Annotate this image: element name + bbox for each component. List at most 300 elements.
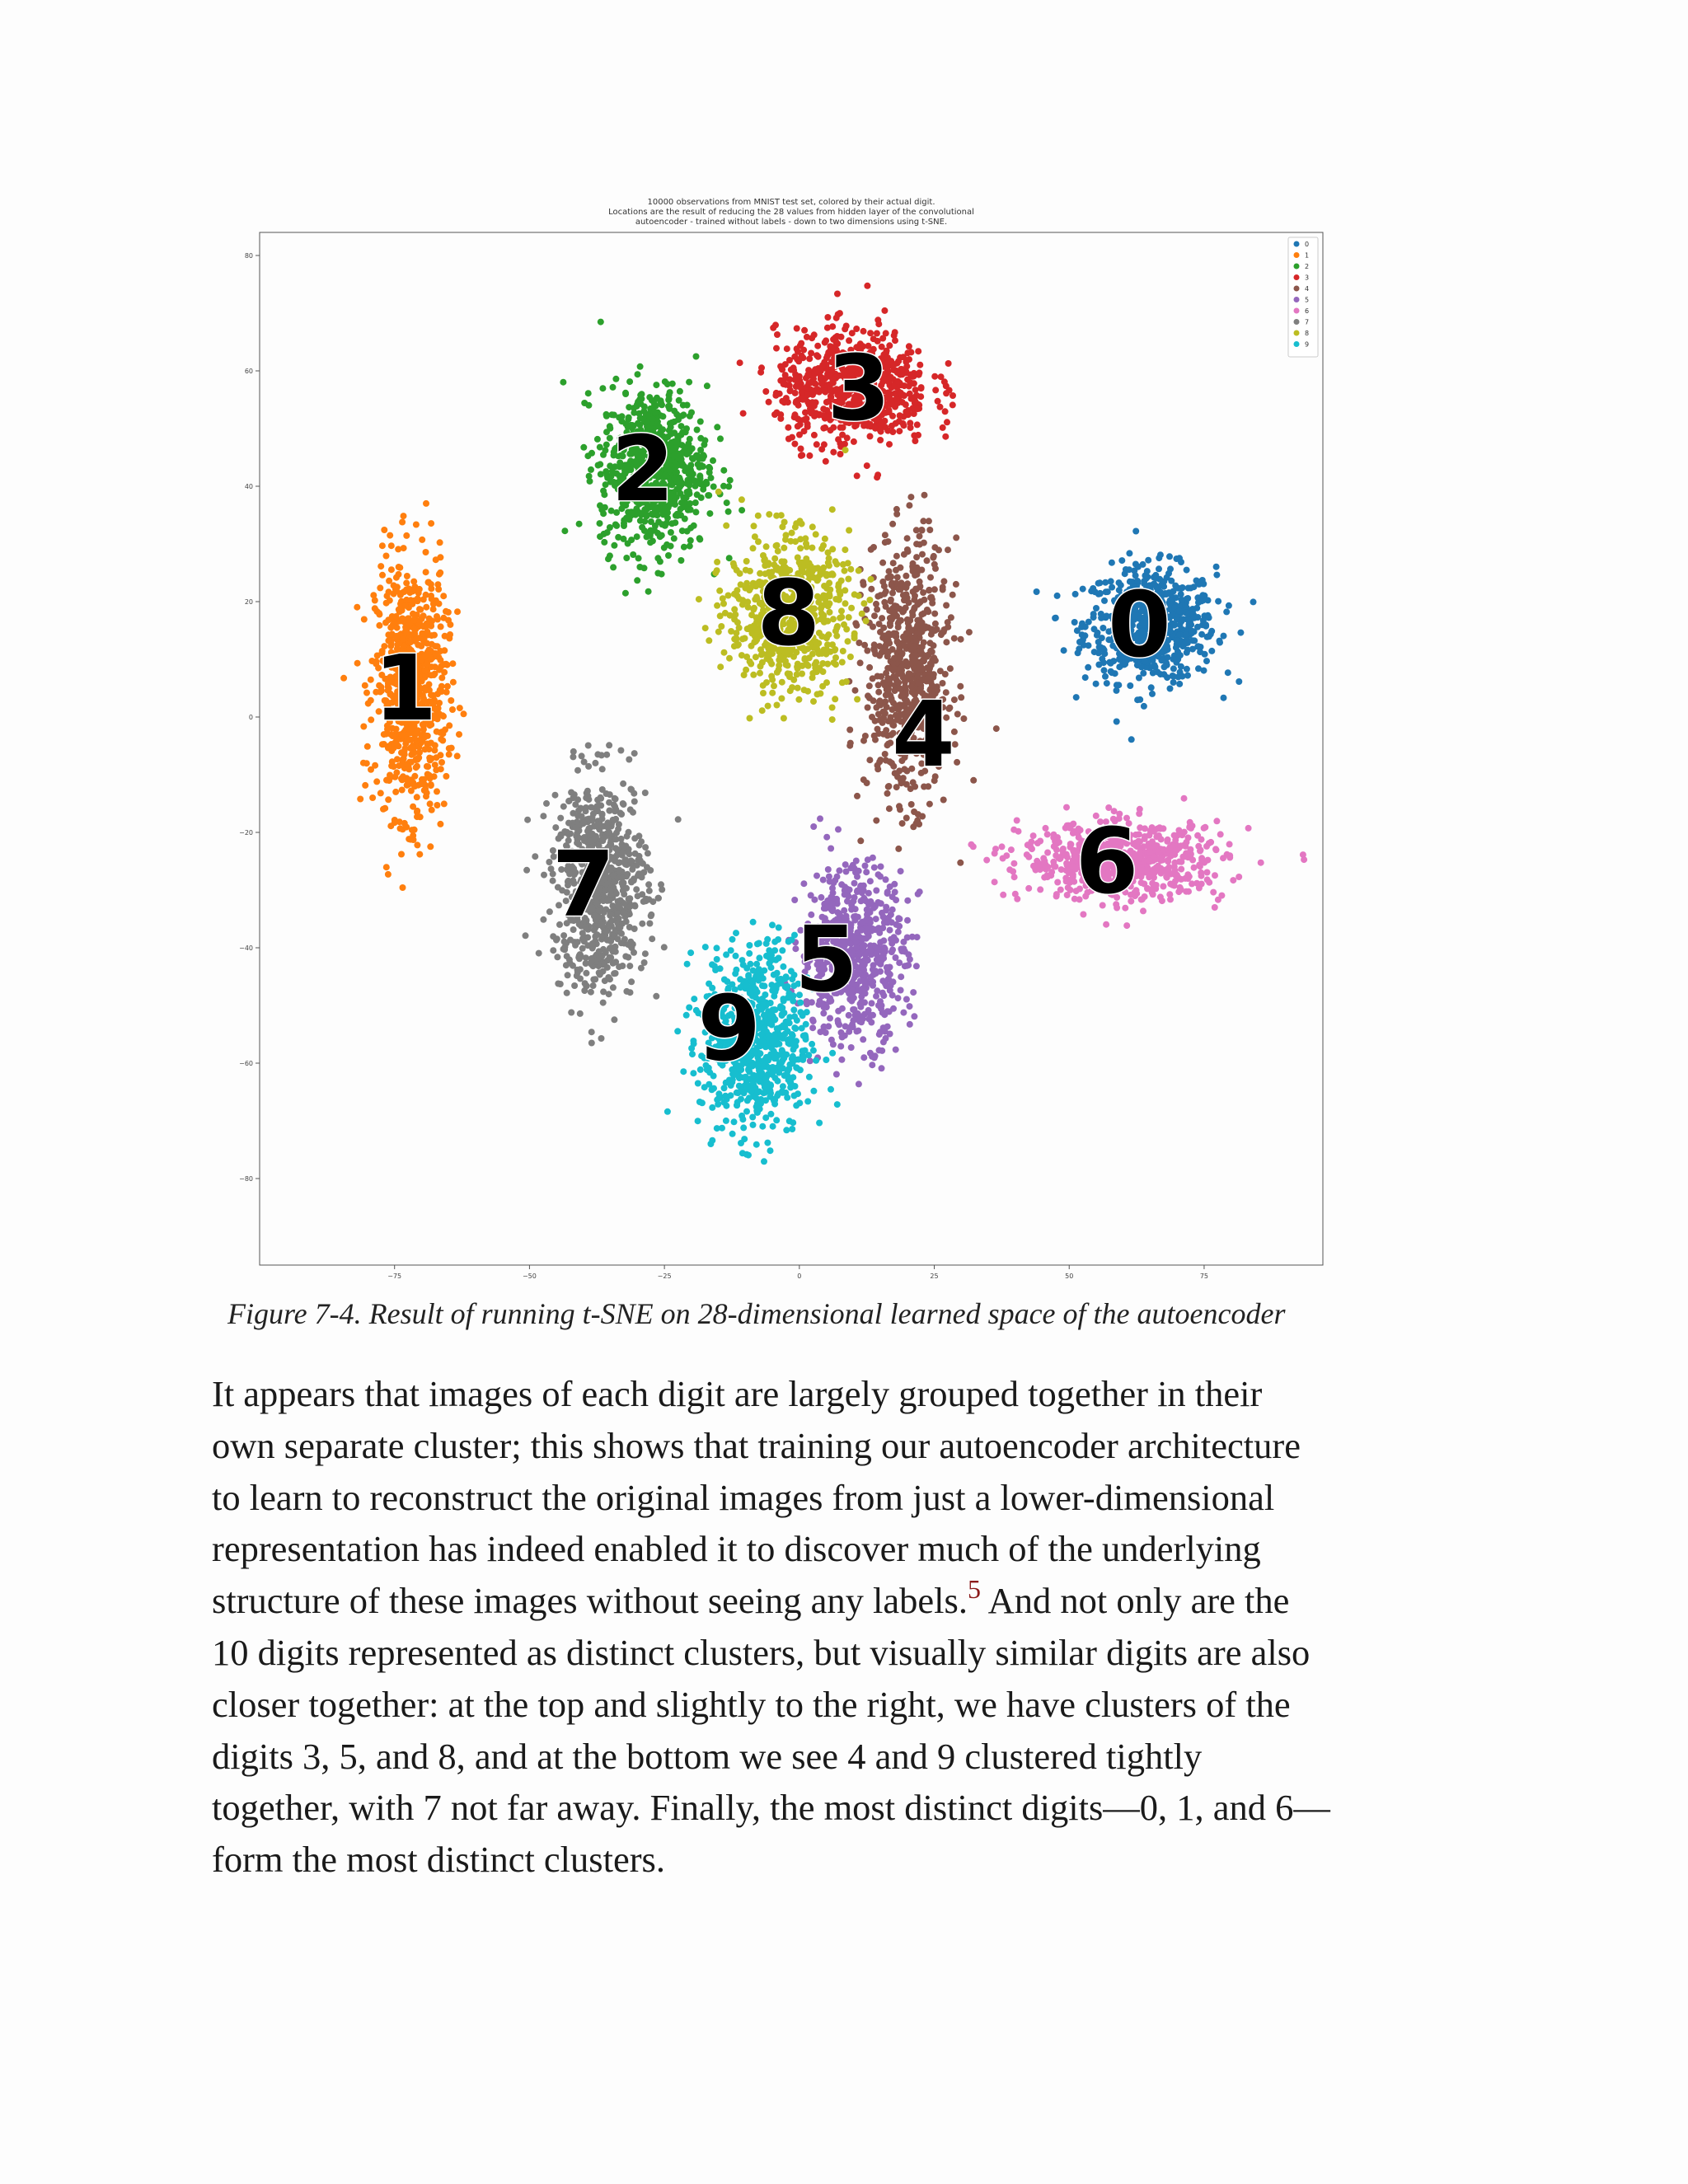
point-digit-1 [357, 796, 363, 803]
point-digit-3 [785, 424, 791, 431]
point-digit-0 [1085, 642, 1092, 649]
point-digit-2 [678, 499, 685, 506]
point-digit-4 [906, 502, 912, 509]
point-digit-5 [859, 944, 865, 951]
point-digit-5 [865, 933, 872, 940]
point-digit-2 [654, 570, 661, 577]
point-digit-4 [910, 565, 917, 571]
point-digit-4 [931, 642, 937, 649]
point-digit-2 [696, 473, 703, 480]
point-digit-5 [825, 866, 832, 873]
point-digit-4 [896, 586, 903, 593]
point-digit-1 [416, 586, 423, 593]
point-digit-2 [635, 371, 641, 377]
point-digit-1 [454, 752, 461, 759]
point-digit-0 [1128, 736, 1135, 743]
point-digit-6 [1052, 864, 1058, 870]
point-digit-4 [889, 590, 896, 597]
point-digit-3 [911, 380, 917, 387]
point-digit-4 [866, 757, 873, 763]
point-digit-4 [919, 551, 926, 558]
point-digit-5 [833, 1071, 840, 1078]
point-digit-1 [396, 571, 402, 578]
point-digit-5 [855, 1028, 861, 1034]
point-digit-4 [931, 586, 938, 593]
point-digit-3 [806, 452, 813, 459]
point-digit-0 [1178, 559, 1184, 565]
point-digit-2 [607, 552, 613, 559]
point-digit-3 [935, 398, 941, 405]
point-digit-5 [835, 826, 842, 832]
point-digit-4 [871, 733, 878, 739]
point-digit-4 [893, 603, 900, 610]
point-digit-2 [649, 537, 656, 544]
point-digit-3 [864, 462, 870, 469]
point-digit-3 [785, 436, 792, 443]
point-digit-2 [645, 588, 652, 595]
point-digit-6 [1157, 826, 1164, 832]
point-digit-5 [887, 927, 893, 934]
point-digit-5 [909, 934, 916, 940]
point-digit-0 [1178, 663, 1184, 670]
point-digit-3 [931, 373, 938, 380]
point-digit-4 [917, 533, 923, 540]
point-digit-0 [1184, 640, 1191, 646]
point-digit-0 [1100, 659, 1107, 666]
point-digit-4 [970, 777, 977, 784]
point-digit-4 [893, 567, 899, 574]
point-digit-6 [1207, 839, 1214, 846]
point-digit-2 [585, 402, 592, 409]
point-digit-4 [960, 715, 967, 722]
point-digit-5 [873, 950, 879, 957]
point-digit-4 [931, 561, 938, 568]
point-digit-0 [1109, 560, 1115, 566]
point-digit-0 [1071, 619, 1078, 626]
point-digit-2 [603, 481, 609, 488]
point-digit-1 [399, 757, 406, 763]
point-digit-2 [686, 379, 692, 386]
point-digit-1 [372, 762, 378, 769]
point-digit-6 [1163, 868, 1170, 874]
point-digit-1 [449, 706, 456, 713]
point-digit-5 [890, 1005, 897, 1012]
point-digit-2 [603, 411, 610, 418]
point-digit-2 [612, 376, 619, 382]
point-digit-5 [898, 973, 904, 980]
point-digit-0 [1178, 597, 1184, 603]
point-digit-6 [1226, 855, 1233, 861]
point-digit-1 [388, 762, 395, 769]
point-digit-4 [865, 705, 871, 711]
point-digit-6 [1000, 892, 1006, 898]
point-digit-2 [600, 452, 607, 458]
point-digit-2 [647, 527, 654, 534]
point-digit-2 [604, 529, 611, 536]
point-digit-6 [1044, 831, 1051, 837]
point-digit-1 [363, 690, 370, 696]
point-digit-6 [970, 843, 977, 850]
point-digit-0 [1100, 625, 1106, 631]
point-digit-4 [892, 610, 898, 616]
point-digit-6 [1044, 864, 1051, 870]
point-digit-2 [634, 533, 640, 540]
point-digit-6 [1198, 881, 1205, 888]
point-digit-5 [871, 865, 878, 871]
point-digit-1 [388, 624, 395, 630]
point-digit-2 [598, 471, 604, 477]
point-digit-6 [1063, 804, 1070, 811]
point-digit-4 [877, 757, 884, 763]
point-digit-6 [1172, 878, 1179, 884]
point-digit-0 [1176, 631, 1183, 638]
point-digit-2 [684, 489, 691, 495]
point-digit-1 [411, 773, 418, 780]
point-digit-4 [890, 668, 897, 674]
point-digit-5 [853, 858, 860, 865]
point-digit-1 [398, 851, 405, 858]
point-digit-0 [1170, 673, 1177, 680]
point-digit-2 [637, 363, 644, 370]
point-digit-5 [862, 863, 869, 869]
point-digit-6 [992, 851, 998, 857]
point-digit-2 [701, 437, 708, 443]
point-digit-0 [1189, 628, 1196, 635]
point-digit-0 [1072, 591, 1079, 598]
point-digit-1 [404, 629, 410, 635]
point-digit-3 [820, 405, 827, 412]
point-digit-5 [828, 846, 834, 852]
point-digit-1 [446, 722, 452, 729]
point-digit-0 [1101, 598, 1108, 604]
point-digit-0 [1132, 561, 1139, 568]
point-digit-7 [543, 800, 550, 807]
point-digit-1 [450, 679, 457, 686]
point-digit-1 [404, 573, 410, 579]
point-digit-2 [622, 590, 629, 597]
point-digit-3 [911, 410, 917, 417]
point-digit-6 [1157, 855, 1164, 861]
point-digit-1 [416, 851, 423, 858]
point-digit-3 [772, 392, 779, 399]
tsne-scatter-chart [198, 190, 1343, 1294]
point-digit-6 [1245, 825, 1252, 832]
point-digit-1 [423, 793, 429, 799]
point-digit-1 [410, 804, 416, 810]
point-digit-4 [884, 574, 891, 581]
point-digit-0 [1184, 595, 1191, 602]
point-digit-4 [886, 568, 893, 574]
point-digit-3 [893, 396, 900, 402]
point-digit-2 [726, 555, 733, 561]
point-digit-0 [1184, 647, 1191, 654]
point-digit-2 [586, 473, 593, 480]
point-digit-0 [1226, 602, 1232, 609]
point-digit-1 [403, 597, 410, 603]
point-digit-6 [1189, 857, 1196, 864]
point-digit-3 [860, 328, 867, 335]
point-digit-0 [1095, 591, 1102, 598]
point-digit-6 [1156, 849, 1162, 855]
point-digit-0 [1236, 678, 1242, 685]
point-digit-2 [576, 521, 583, 527]
point-digit-3 [794, 326, 800, 332]
point-digit-0 [1170, 679, 1177, 686]
point-digit-1 [354, 604, 360, 611]
point-digit-1 [397, 592, 404, 598]
point-digit-6 [1195, 843, 1202, 850]
point-digit-3 [787, 387, 794, 394]
point-digit-2 [714, 424, 720, 430]
point-digit-2 [626, 378, 633, 385]
point-digit-4 [876, 701, 883, 707]
point-digit-4 [893, 553, 900, 560]
point-digit-4 [926, 801, 933, 808]
point-digit-1 [402, 602, 409, 609]
point-digit-4 [890, 560, 897, 566]
point-digit-6 [1048, 872, 1054, 879]
point-digit-3 [797, 421, 804, 428]
point-digit-6 [1189, 823, 1196, 829]
point-digit-0 [1141, 703, 1147, 710]
point-digit-4 [860, 738, 867, 744]
point-digit-2 [622, 391, 629, 397]
point-digit-1 [413, 522, 420, 528]
point-digit-6 [1057, 887, 1064, 893]
point-digit-4 [903, 630, 910, 636]
point-digit-5 [898, 946, 904, 953]
point-digit-5 [892, 888, 898, 895]
point-digit-4 [846, 727, 853, 733]
chart-title [608, 198, 974, 227]
point-digit-3 [943, 390, 950, 396]
point-digit-3 [915, 348, 921, 354]
point-digit-5 [867, 878, 874, 884]
point-digit-4 [885, 784, 892, 790]
point-digit-2 [634, 577, 640, 583]
point-digit-3 [830, 449, 837, 456]
point-digit-2 [613, 523, 620, 529]
point-digit-0 [1079, 621, 1085, 627]
point-digit-3 [808, 350, 814, 357]
point-digit-5 [849, 1021, 856, 1028]
point-digit-0 [1184, 666, 1190, 673]
point-digit-7 [633, 886, 640, 893]
point-digit-5 [867, 947, 874, 954]
point-digit-0 [1095, 630, 1101, 636]
point-digit-4 [876, 621, 883, 627]
point-digit-3 [811, 331, 818, 338]
point-digit-0 [1052, 615, 1058, 621]
point-digit-1 [385, 871, 392, 878]
point-digit-1 [400, 884, 406, 891]
point-digit-2 [694, 491, 701, 498]
point-digit-3 [777, 415, 784, 422]
point-digit-4 [882, 682, 889, 688]
point-digit-4 [904, 535, 911, 541]
point-digit-4 [903, 573, 909, 579]
point-digit-6 [1146, 832, 1152, 839]
point-digit-4 [925, 608, 931, 615]
point-digit-4 [923, 653, 930, 659]
point-digit-3 [824, 314, 831, 321]
point-digit-5 [846, 1012, 852, 1019]
point-digit-1 [364, 743, 371, 750]
point-digit-4 [915, 673, 921, 679]
point-digit-0 [1198, 631, 1205, 638]
point-digit-1 [438, 759, 445, 766]
point-digit-3 [804, 424, 811, 430]
point-digit-1 [376, 622, 382, 629]
point-digit-3 [938, 373, 945, 380]
point-digit-1 [360, 760, 367, 766]
point-digit-0 [1237, 630, 1244, 636]
point-digit-5 [834, 874, 841, 880]
point-digit-7 [571, 982, 578, 989]
point-digit-6 [1178, 876, 1184, 883]
point-digit-6 [1171, 832, 1178, 839]
point-digit-4 [993, 725, 1000, 732]
point-digit-1 [424, 763, 431, 770]
point-digit-3 [945, 360, 952, 367]
point-digit-4 [926, 669, 933, 676]
point-digit-0 [1177, 652, 1184, 658]
point-digit-5 [895, 929, 902, 935]
point-digit-3 [813, 410, 819, 416]
point-digit-5 [891, 934, 898, 940]
point-digit-6 [1202, 824, 1208, 831]
tsne-figure [198, 190, 1343, 1294]
point-digit-6 [1010, 860, 1017, 867]
point-digit-5 [870, 972, 877, 978]
point-digit-3 [792, 411, 799, 418]
point-digit-6 [1065, 884, 1071, 891]
point-digit-2 [725, 483, 732, 490]
point-digit-1 [422, 746, 429, 752]
point-digit-0 [1185, 585, 1192, 592]
point-digit-1 [354, 660, 361, 667]
point-digit-6 [1063, 851, 1070, 858]
point-digit-4 [860, 579, 866, 585]
point-digit-7 [588, 989, 594, 996]
point-digit-4 [903, 815, 910, 822]
point-digit-1 [401, 513, 407, 519]
point-digit-1 [434, 802, 440, 808]
point-digit-5 [873, 916, 879, 922]
point-digit-4 [889, 616, 895, 623]
point-digit-1 [428, 781, 434, 788]
point-digit-0 [1183, 631, 1189, 638]
point-digit-1 [429, 807, 435, 813]
point-digit-3 [906, 343, 912, 349]
point-digit-6 [1024, 851, 1030, 858]
point-digit-6 [1153, 833, 1160, 840]
point-digit-0 [1171, 621, 1178, 627]
point-digit-0 [1217, 640, 1223, 646]
point-digit-6 [1146, 850, 1153, 856]
point-digit-5 [818, 894, 824, 901]
point-digit-1 [399, 776, 406, 783]
point-digit-4 [906, 599, 912, 606]
point-digit-0 [1166, 553, 1173, 560]
point-digit-4 [901, 551, 907, 558]
point-digit-1 [393, 613, 400, 620]
point-digit-3 [781, 381, 787, 387]
point-digit-4 [875, 689, 882, 696]
point-digit-3 [791, 441, 798, 448]
point-digit-5 [877, 939, 884, 945]
point-digit-2 [636, 564, 643, 570]
point-digit-1 [414, 841, 420, 848]
point-digit-1 [440, 593, 447, 599]
point-digit-3 [842, 441, 848, 448]
point-digit-7 [653, 993, 659, 1000]
point-digit-3 [912, 438, 918, 444]
point-digit-6 [1165, 837, 1171, 843]
point-digit-3 [917, 362, 923, 368]
point-digit-4 [931, 611, 938, 617]
point-digit-5 [893, 1047, 899, 1053]
point-digit-4 [940, 578, 947, 584]
point-digit-5 [838, 1057, 845, 1063]
point-digit-4 [868, 586, 874, 593]
point-digit-2 [666, 403, 673, 410]
point-digit-5 [873, 888, 879, 894]
point-digit-2 [695, 461, 701, 467]
point-digit-4 [864, 780, 870, 786]
scatter-points [340, 283, 1307, 1165]
point-digit-4 [875, 682, 882, 688]
point-digit-0 [1213, 564, 1220, 570]
point-digit-6 [1028, 839, 1034, 846]
point-digit-2 [687, 500, 693, 507]
point-digit-0 [1118, 557, 1125, 564]
point-digit-3 [940, 424, 946, 431]
point-digit-6 [1218, 893, 1225, 899]
point-digit-1 [443, 608, 449, 615]
point-digit-1 [447, 631, 453, 638]
point-digit-2 [594, 436, 601, 443]
point-digit-0 [1104, 680, 1110, 687]
point-digit-5 [827, 879, 833, 885]
point-digit-6 [1103, 921, 1109, 928]
point-digit-5 [817, 815, 823, 822]
point-digit-5 [890, 978, 897, 985]
point-digit-6 [1178, 866, 1184, 873]
point-digit-6 [1226, 841, 1233, 847]
point-digit-5 [868, 1019, 874, 1026]
point-digit-1 [444, 683, 451, 690]
point-digit-1 [430, 606, 437, 612]
point-digit-6 [1139, 896, 1146, 902]
point-digit-6 [1010, 827, 1017, 833]
point-digit-5 [879, 1065, 885, 1071]
point-digit-2 [704, 382, 710, 389]
point-digit-6 [1181, 829, 1188, 836]
point-digit-1 [438, 766, 444, 772]
point-digit-1 [392, 817, 398, 823]
point-digit-4 [927, 574, 934, 581]
point-digit-5 [879, 990, 886, 996]
point-digit-1 [454, 608, 461, 615]
point-digit-4 [864, 648, 870, 654]
point-digit-2 [678, 557, 684, 564]
point-digit-6 [992, 879, 998, 885]
point-digit-3 [821, 441, 828, 448]
point-digit-0 [1034, 588, 1040, 595]
point-digit-4 [947, 665, 954, 672]
point-digit-1 [438, 674, 445, 681]
